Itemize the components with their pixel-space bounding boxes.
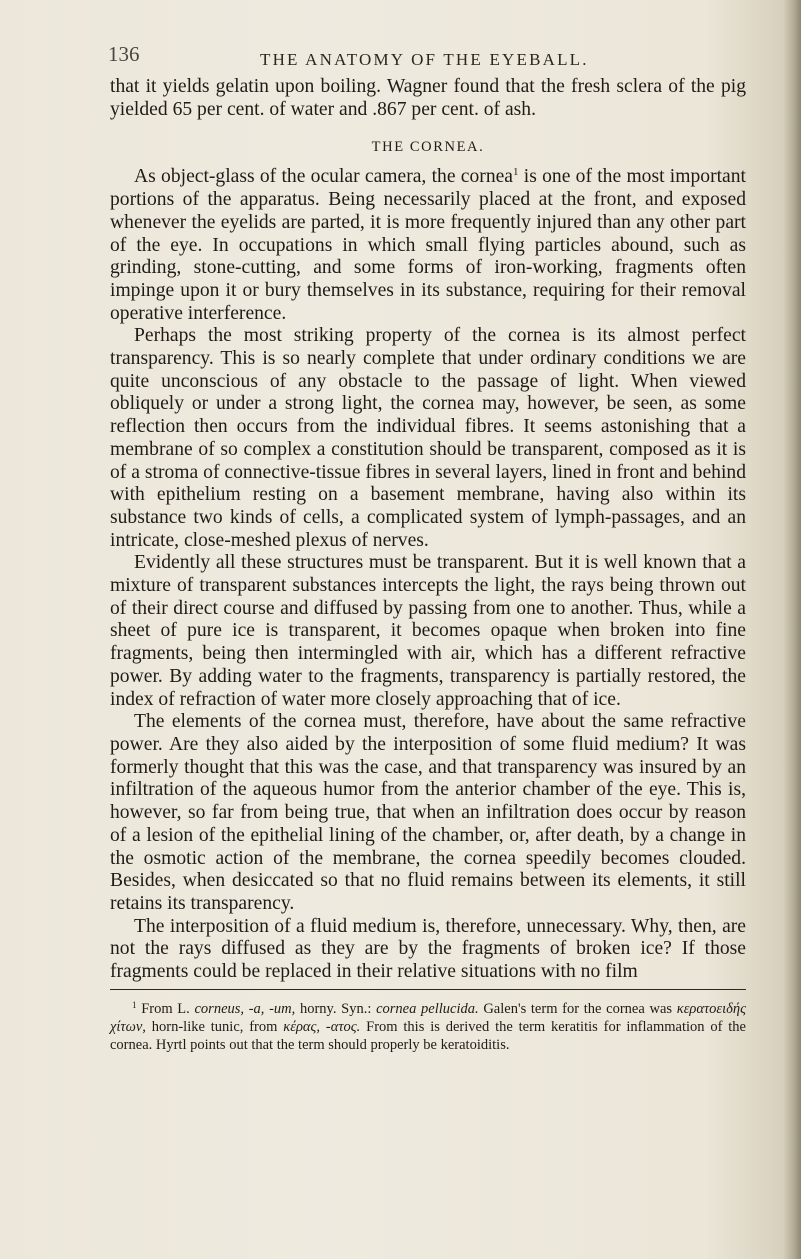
footnote xyxy=(110,1000,746,1055)
running-title: THE ANATOMY OF THE EYEBALL. xyxy=(260,50,589,69)
intro-paragraph: that it yields gelatin upon boiling. Wagner found that the fresh sclera of the pig yielded 65 per cent. of water and .867 per cent. of ash. xyxy=(110,76,746,120)
paragraph-refractive-power: The elements of the cornea must, therefore, have about the same refractive power. Are they also aided by the interposition of some fluid medium? It was formerly thought that this was the case, and that transparency was insured by an infiltration of the aqueous humor from the anterior chamber of the eye. This is, however, so far from being true, that when an infiltration does occur by reason of a lesion of the epithelial lining of the chamber, or, after death, by a change in the osmotic action of the membrane, the cornea speedily becomes clouded. Besides, when desiccated so that no fluid remains between its elements, it still retains its transparency. xyxy=(110,711,746,914)
paragraph-transparency: Perhaps the most striking property of the cornea is its almost perfect transparency. This is so nearly complete that under ordinary conditions we are quite unconscious of any obstacle to the passage of light. When viewed obliquely or under a strong light, the cornea may, however, be seen, as some reflection then occurs from the individual fibres. It seems astonishing that a membrane of so complex a constitution should be transparent, composed as it is of a stroma of connective-tissue fibres in several layers, lined in front and behind with epithelium resting on a basement membrane, having also within its substance two kinds of cells, a complicated system of lymph-passages, and an intricate, close-meshed plexus of nerves. xyxy=(110,325,746,551)
paragraph-text: is one of the most important portions of the apparatus. Being necessarily placed at the front, and exposed whenever the eyelids are parted, it is more frequently injured than any other part of the eye. In occupations in which small flying particles abound, such as grinding, stone-cutting, and some forms of iron-working, fragments often impinge upon it or bury themselves in its substance, requiring for their removal operative interference. xyxy=(110,166,746,324)
running-head xyxy=(110,36,746,76)
body-text xyxy=(110,76,746,984)
footnote-text: horny. Syn.: xyxy=(295,1000,377,1017)
footnote-text: Galen's term for the cornea was xyxy=(478,1000,677,1017)
paragraph-text: As object-glass of the ocular camera, the cornea xyxy=(134,166,514,188)
paragraph-structures: Evidently all these structures must be transparent. But it is well known that a mixture of transparent substances intercepts the light, the rays being thrown out of their direct course and diffused by passing from one to another. Thus, while a sheet of pure ice is transparent, it becomes opaque when broken into fine fragments, being then intermingled with air, which has a different refractive power. By adding water to the fragments, transparency is partially restored, the index of refraction of water more closely approaching that of ice. xyxy=(110,552,746,710)
footnote-divider xyxy=(110,989,746,990)
page-edge-shadow xyxy=(783,0,801,1259)
footnote-text: From L. xyxy=(136,1000,195,1017)
footnote-greek: κέρας, -ατος. xyxy=(283,1019,361,1036)
footnote-text: horn-like tunic, from xyxy=(145,1019,284,1036)
footnote-italic: cornea pellucida. xyxy=(376,1000,479,1017)
footnote-italic: corneus, -a, -um, xyxy=(194,1000,296,1017)
footnote-text: From this is derived the term keratitis for inflammation of the cornea. Hyrtl points out that the term should properly be keratoiditis. xyxy=(110,1019,746,1054)
paragraph-cornea-intro xyxy=(110,166,746,325)
section-title: THE CORNEA. xyxy=(371,139,485,156)
page-content xyxy=(110,36,746,1055)
footnote-greek: κερατοειδής χίτων, xyxy=(110,1000,746,1036)
footnote-marker: 1 xyxy=(132,999,137,1010)
paragraph-fluid-medium: The interposition of a fluid medium is, therefore, unnecessary. Why, then, are not the rays diffused as they are by the fragments of broken ice? If those fragments could be replaced in their relative situations with no film xyxy=(110,915,746,983)
footnote-reference: 1 xyxy=(513,166,519,179)
page-number: 136 xyxy=(108,42,140,66)
